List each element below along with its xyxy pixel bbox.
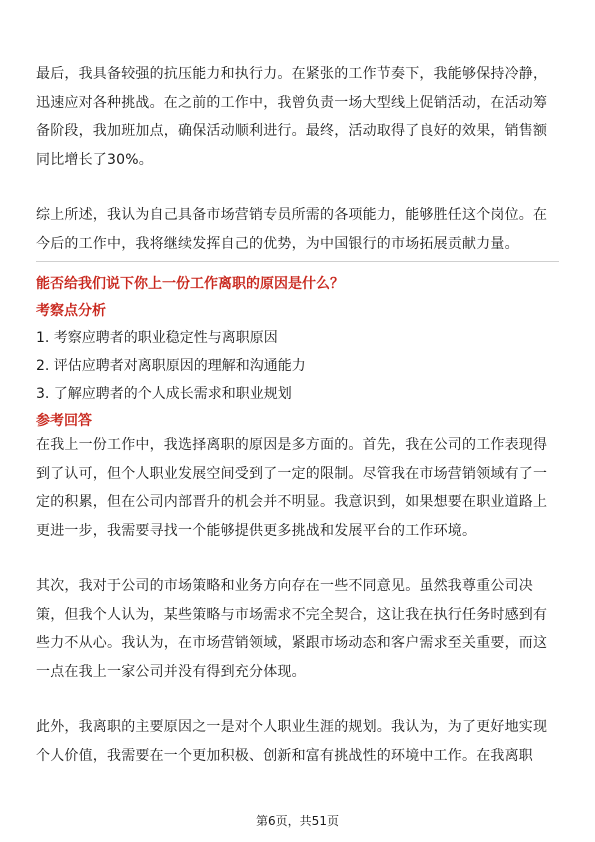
question-heading: 能否给我们说下你上一份工作离职的原因是什么？ bbox=[36, 276, 344, 292]
section-divider bbox=[36, 261, 559, 262]
paragraph-gap bbox=[36, 174, 559, 201]
answer-title: 参考回答 bbox=[36, 413, 92, 429]
list-item: 1. 考察应聘者的职业稳定性与离职原因 bbox=[36, 330, 278, 346]
paragraph-gap bbox=[36, 545, 559, 572]
answer-paragraph: 此外，我离职的主要原因之一是对个人职业生涯的规划。我认为，为了更好地实现个人价值，我需要在一个更加积极、创新和富有挑战性的环境中工作。在我离职 bbox=[36, 719, 548, 764]
page-number-footer: 第6页，共51页 bbox=[256, 814, 339, 828]
list-item: 2. 评估应聘者对离职原因的理解和沟通能力 bbox=[36, 358, 306, 374]
list-item: 3. 了解应聘者的个人成长需求和职业规划 bbox=[36, 386, 292, 402]
analysis-list bbox=[36, 324, 559, 408]
analysis-title: 考察点分析 bbox=[36, 303, 106, 319]
answer-paragraph: 其次，我对于公司的市场策略和业务方向存在一些不同意见。虽然我尊重公司决策，但我个人认为，某些策略与市场需求不完全契合，这让我在执行任务时感到有些力不从心。我认为，在市场营销领域，紧跟市场动态和客户需求至关重要，而这一点在我上一家公司并没有得到充分体现。 bbox=[36, 578, 548, 680]
intro-paragraph: 综上所述，我认为自己具备市场营销专员所需的各项能力，能够胜任这个岗位。在今后的工作中，我将继续发挥自己的优势，为中国银行的市场拓展贡献力量。 bbox=[36, 207, 548, 252]
document-page bbox=[36, 60, 559, 770]
answer-paragraph: 在我上一份工作中，我选择离职的原因是多方面的。首先，我在公司的工作表现得到了认可，但个人职业发展空间受到了一定的限制。尽管我在市场营销领域有了一定的积累，但在公司内部晋升的机会并不明显。我意识到，如果想要在职业道路上更进一步，我需要寻找一个能够提供更多挑战和发展平台的工作环境。 bbox=[36, 437, 548, 539]
paragraph-gap bbox=[36, 686, 559, 713]
intro-paragraph: 最后，我具备较强的抗压能力和执行力。在紧张的工作节奏下，我能够保持冷静，迅速应对各种挑战。在之前的工作中，我曾负责一场大型线上促销活动，在活动筹备阶段，我加班加点，确保活动顺利进行。最终，活动取得了良好的效果，销售额同比增长了30%。 bbox=[36, 66, 548, 168]
